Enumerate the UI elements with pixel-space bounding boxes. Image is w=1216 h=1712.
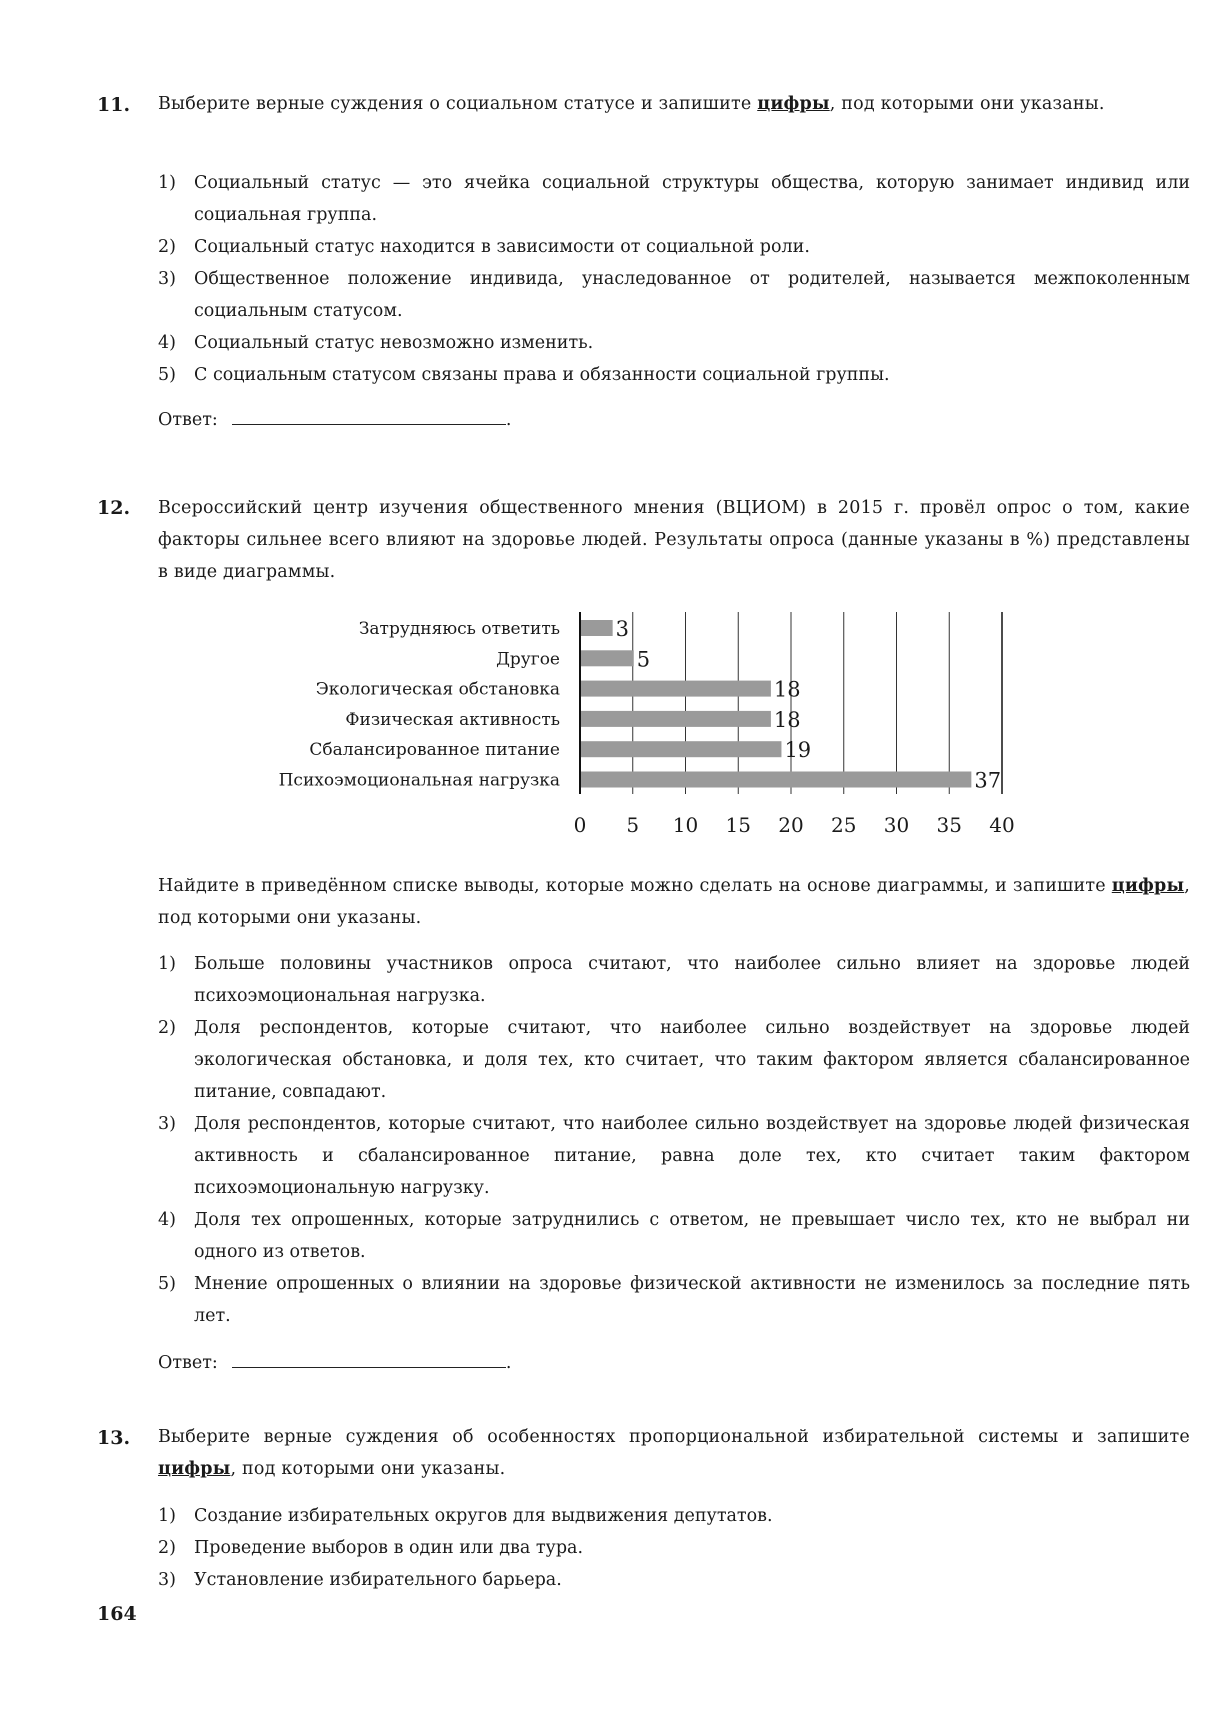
data-label: 18 <box>773 677 801 702</box>
task-13-intro-bold: цифры <box>158 1459 231 1479</box>
task-13-options <box>158 1500 1190 1596</box>
data-label: 3 <box>615 617 630 641</box>
task-12-question <box>158 870 1190 934</box>
page-number: 164 <box>97 1603 137 1625</box>
bar <box>581 711 771 727</box>
list-item <box>158 1564 1190 1596</box>
x-tick-label: 20 <box>778 813 804 837</box>
item-text: Больше половины участников опроса считают, что наиболее сильно влияет на здоровье людей психоэмоциональная нагрузка. <box>194 954 1190 1006</box>
list-item <box>158 1204 1190 1268</box>
list-item <box>158 263 1190 327</box>
item-text: С социальным статусом связаны права и обязанности социальной группы. <box>194 365 890 385</box>
item-text: Доля респондентов, которые считают, что наиболее сильно воздействует на здоровье людей физическая активность и сбалансированное питание, равна доле тех, кто считает таким фактором психоэмоциональную нагрузку. <box>194 1114 1190 1198</box>
item-number: 2) <box>158 1538 176 1558</box>
item-text: Доля респондентов, которые считают, что наиболее сильно воздействует на здоровье людей экологическая обстановка, и доля тех, кто считает, что таким фактором является сбалансированное питание, совпадают. <box>194 1018 1190 1102</box>
item-number: 4) <box>158 1210 176 1230</box>
task-11-intro-bold: цифры <box>757 94 830 114</box>
answer-dot: . <box>505 1353 512 1373</box>
item-number: 3) <box>158 1114 176 1134</box>
data-label: 37 <box>974 768 1002 793</box>
item-number: 2) <box>158 237 176 257</box>
x-tick-label: 25 <box>831 813 857 837</box>
x-tick-label: 35 <box>936 813 962 837</box>
item-number: 5) <box>158 365 176 385</box>
list-item <box>158 359 1190 391</box>
list-item <box>158 167 1190 231</box>
bar <box>581 650 634 666</box>
x-tick-label: 5 <box>626 813 640 837</box>
bar <box>581 772 971 788</box>
task-11-intro-tail: , под которыми они указаны. <box>829 94 1105 114</box>
list-item <box>158 327 1190 359</box>
list-item <box>158 1108 1190 1204</box>
x-tick-label: 30 <box>883 813 910 837</box>
answer-input-line[interactable] <box>232 410 506 425</box>
x-tick-label: 10 <box>672 813 699 837</box>
task-13-intro-text: Выберите верные суждения об особенностях пропорциональной избирательной системы и запишите <box>158 1427 1190 1447</box>
answer-dot: . <box>505 410 512 430</box>
task-11-answer <box>158 410 511 430</box>
list-item <box>158 231 1190 263</box>
task-13-intro <box>158 1421 1190 1485</box>
item-number: 1) <box>158 173 176 193</box>
item-number: 4) <box>158 333 176 353</box>
item-text: Мнение опрошенных о влиянии на здоровье физической активности не изменилось за последние пять лет. <box>194 1274 1190 1326</box>
list-item <box>158 1532 1190 1564</box>
list-item <box>158 1012 1190 1108</box>
item-number: 1) <box>158 954 176 974</box>
task-11-intro-text: Выберите верные суждения о социальном статусе и запишите <box>158 94 758 114</box>
task-12-number: 12. <box>97 497 131 519</box>
health-factors-chart <box>260 610 1020 850</box>
item-text: Установление избирательного барьера. <box>194 1570 562 1590</box>
data-label: 19 <box>784 738 812 763</box>
item-text: Создание избирательных округов для выдвижения депутатов. <box>194 1506 773 1526</box>
x-tick-label: 0 <box>573 813 587 837</box>
data-label: 5 <box>636 647 651 672</box>
bar <box>581 681 771 697</box>
list-item <box>158 1268 1190 1332</box>
item-number: 1) <box>158 1506 176 1526</box>
x-tick-label: 40 <box>989 813 1015 837</box>
task-12-options <box>158 948 1190 1332</box>
answer-input-line[interactable] <box>232 1353 506 1368</box>
task-13-number: 13. <box>97 1427 131 1449</box>
category-label: Психоэмоциональная нагрузка <box>278 770 560 791</box>
answer-label: Ответ: <box>158 1353 218 1373</box>
item-number: 2) <box>158 1018 176 1038</box>
category-label: Сбалансированное питание <box>309 740 560 761</box>
list-item <box>158 1500 1190 1532</box>
item-text: Социальный статус — это ячейка социальной структуры общества, которую занимает индивид или социальная группа. <box>194 173 1190 225</box>
task-12-question-text: Найдите в приведённом списке выводы, которые можно сделать на основе диаграммы, и запишите <box>158 876 1112 896</box>
task-11-number: 11. <box>97 94 131 116</box>
bar <box>581 620 613 636</box>
task-13-intro-tail: , под которыми они указаны. <box>230 1459 506 1479</box>
list-item <box>158 948 1190 1012</box>
item-number: 3) <box>158 1570 176 1590</box>
task-12-question-tail: , под которыми они указаны. <box>158 876 1190 928</box>
item-text: Социальный статус находится в зависимости от социальной роли. <box>194 237 810 257</box>
category-label: Физическая активность <box>345 709 560 730</box>
task-12-question-bold: цифры <box>1111 876 1185 896</box>
task-11-options <box>158 167 1190 391</box>
answer-label: Ответ: <box>158 410 218 430</box>
task-11-intro <box>158 88 1190 120</box>
data-label: 18 <box>773 707 801 732</box>
x-tick-label: 15 <box>725 813 751 837</box>
item-text: Социальный статус невозможно изменить. <box>194 333 594 353</box>
bar <box>581 741 781 757</box>
task-12-answer <box>158 1353 511 1373</box>
item-text: Доля тех опрошенных, которые затруднились с ответом, не превышает число тех, кто не выбрал ни одного из ответов. <box>194 1210 1190 1262</box>
task-12-intro: Всероссийский центр изучения общественного мнения (ВЦИОМ) в 2015 г. провёл опрос о том, какие факторы сильнее всего влияют на здоровье людей. Результаты опроса (данные указаны в %) представлены в виде диаграммы. <box>158 498 1190 582</box>
item-text: Общественное положение индивида, унаследованное от родителей, называется межпоколенным социальным статусом. <box>194 269 1190 321</box>
item-number: 3) <box>158 269 176 289</box>
category-label: Экологическая обстановка <box>315 679 560 700</box>
category-label: Другое <box>496 649 560 670</box>
item-text: Проведение выборов в один или два тура. <box>194 1538 584 1558</box>
item-number: 5) <box>158 1274 176 1294</box>
category-label: Затрудняюсь ответить <box>358 619 560 639</box>
